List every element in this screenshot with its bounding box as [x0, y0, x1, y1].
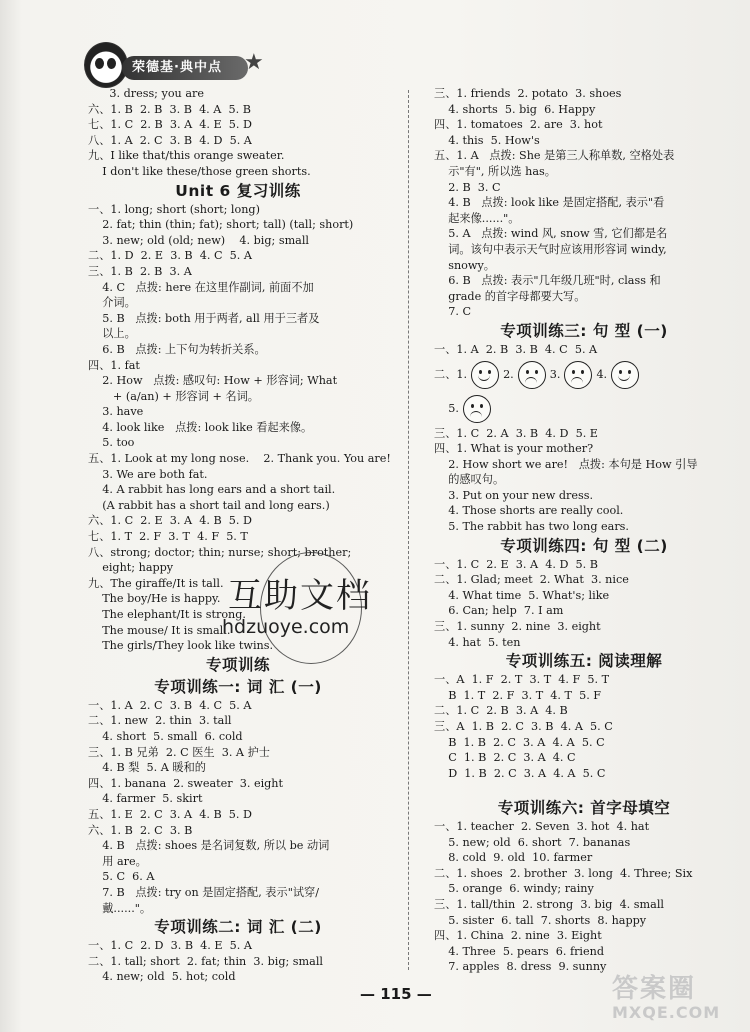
answer-line: 4. Those shorts are really cool.: [434, 504, 624, 518]
smiley-face-icon: [471, 361, 499, 389]
answer-line: 5. sister 6. tall 7. shorts 8. happy: [434, 913, 647, 927]
answer-line: 4. What time 5. What's; like: [434, 588, 610, 602]
corner-watermark-top: 答案圈: [612, 974, 697, 1004]
answer-line: The girls/They look like twins.: [88, 639, 274, 653]
answer-line: eight; happy: [88, 561, 174, 575]
answer-line: 4. new; old 5. hot; cold: [88, 970, 236, 984]
handwritten-watermark: [220, 560, 400, 670]
face-answer-row: [434, 358, 734, 392]
answer-line: 5. new; old 6. short 7. bananas: [434, 835, 631, 849]
answer-line: 七、1. C 2. B 3. A 4. E 5. D: [88, 118, 252, 132]
answer-line: 3. Put on your new dress.: [434, 488, 594, 502]
answer-line: 4. farmer 5. skirt: [88, 792, 203, 806]
answer-line: 4. this 5. How's: [434, 133, 540, 147]
corner-watermark: [612, 968, 720, 1022]
section-heading: Unit 6 复习训练: [175, 181, 301, 200]
answer-label: 4.: [596, 367, 608, 381]
answer-line: 一、1. A 2. B 3. B 4. C 5. A: [434, 342, 598, 356]
answer-line: 6. B 点拨: 上下句为转折关系。: [88, 342, 266, 356]
star-icon: ★: [244, 50, 264, 75]
answer-line: C 1. B 2. C 3. A 4. C: [434, 751, 576, 765]
answer-line: 4. Three 5. pears 6. friend: [434, 944, 604, 958]
answer-line: 五、1. A 点拨: She 是第三人称单数, 空格处表: [434, 149, 675, 163]
answer-line: 三、1. B 2. B 3. A: [88, 264, 192, 278]
face-answer-row: [434, 392, 734, 426]
spacer: [434, 781, 734, 797]
section-heading: 专项训练二: 词 汇 (二): [154, 918, 322, 937]
right-column: [434, 86, 734, 975]
answer-line: 戴......"。: [88, 901, 152, 915]
sad-face-icon: [518, 361, 546, 389]
sad-face-icon: [564, 361, 592, 389]
answer-line: 7. C: [434, 305, 472, 319]
section-heading: 专项训练四: 句 型 (二): [500, 536, 668, 555]
answer-line: 二、1. shoes 2. brother 3. long 4. Three; Six: [434, 866, 693, 880]
left-column: [88, 86, 391, 985]
answer-line: 5. B 点拨: both 用于两者, all 用于三者及: [88, 311, 320, 325]
answer-line: The elephant/It is strong.: [88, 608, 246, 621]
answer-line: 三、1. C 2. A 3. B 4. D 5. E: [434, 426, 598, 440]
corner-watermark-bottom: MXQE.COM: [612, 1003, 721, 1022]
answer-label: 二、1.: [434, 367, 468, 381]
answer-line: 以上。: [88, 327, 136, 341]
section-heading: 专项训练三: 句 型 (一): [500, 321, 668, 340]
answer-line: 二、1. C 2. B 3. A 4. B: [434, 704, 568, 718]
answer-line: + (a/an) + 形容词 + 名词。: [88, 389, 259, 403]
section-heading: 专项训练五: 阅读理解: [505, 652, 663, 671]
answer-line: 二、1. D 2. E 3. B 4. C 5. A: [88, 249, 252, 263]
answer-line: 2. B 3. C: [434, 180, 501, 194]
answer-line: snowy。: [434, 258, 495, 272]
answer-line: 5. orange 6. windy; rainy: [434, 882, 594, 896]
section-heading: 专项训练一: 词 汇 (一): [154, 677, 322, 696]
answer-line: 7. apples 8. dress 9. sunny: [434, 960, 607, 974]
answer-line: 九、I like that/this orange sweater.: [88, 149, 285, 163]
watermark-url-text: hdzuoye.com: [222, 616, 350, 638]
answer-line: 3. We are both fat.: [88, 467, 208, 481]
answer-line: 二、1. Glad; meet 2. What 3. nice: [434, 573, 629, 587]
answer-line: 四、1. tomatoes 2. are 3. hot: [434, 118, 603, 132]
page-number: — 115 —: [360, 985, 432, 1003]
answer-line: 3. new; old (old; new) 4. big; small: [88, 233, 310, 247]
answer-line: 4. C 点拨: here 在这里作副词, 前面不加: [88, 280, 314, 294]
answer-line: 五、1. E 2. C 3. A 4. B 5. D: [88, 807, 252, 821]
answer-line: 六、1. B 2. C 3. B: [88, 823, 193, 837]
answer-line: 6. Can; help 7. I am: [434, 604, 564, 618]
answer-line: 5. C 6. A: [88, 870, 155, 884]
answer-line: 一、1. C 2. D 3. B 4. E 5. A: [88, 939, 252, 953]
answer-line: 六、1. C 2. E 3. A 4. B 5. D: [88, 514, 252, 528]
answer-line: 八、strong; doctor; thin; nurse; short; brother;: [88, 545, 352, 559]
sad-face-icon: [463, 395, 491, 423]
answer-line: 4. A rabbit has long ears and a short tail.: [88, 483, 336, 497]
answer-line: 三、1. friends 2. potato 3. shoes: [434, 87, 622, 100]
answer-line: 三、1. tall/thin 2. strong 3. big 4. small: [434, 897, 664, 911]
answer-line: 示"有", 所以选 has。: [434, 164, 556, 178]
answer-label: 2.: [503, 367, 514, 381]
answer-line: 4. short 5. small 6. cold: [88, 729, 243, 743]
answer-line: B 1. B 2. C 3. A 4. A 5. C: [434, 735, 605, 749]
answer-line: 词。该句中表示天气时应该用形容词 windy,: [434, 242, 667, 256]
answer-line: 六、1. B 2. B 3. B 4. A 5. B: [88, 102, 251, 116]
answer-line: 2. fat; thin (thin; fat); short; tall) (tall; short): [88, 218, 354, 232]
section-heading: 专项训练: [205, 655, 270, 674]
answer-line: 3. have: [88, 405, 144, 419]
answer-line: 二、1. tall; short 2. fat; thin 3. big; small: [88, 954, 323, 968]
logo-banner: 荣德基·典中点: [122, 56, 248, 80]
answer-line: 4. B 点拨: look like 是固定搭配, 表示"看: [434, 196, 665, 210]
answer-line: 三、1. B 兄弟 2. C 医生 3. A 护士: [88, 745, 270, 759]
answer-line: 5. A 点拨: wind 风, snow 雪, 它们都是名: [434, 227, 668, 241]
publisher-logo: [84, 42, 264, 88]
answer-line: 4. look like 点拨: look like 看起来像。: [88, 420, 313, 434]
answer-line: B 1. T 2. F 3. T 4. T 5. F: [434, 688, 602, 702]
answer-label: 3.: [549, 367, 561, 381]
answer-line: I don't like these/those green shorts.: [88, 164, 311, 178]
answer-line: 七、1. T 2. F 3. T 4. F 5. T: [88, 530, 248, 544]
answer-line: (A rabbit has a short tail and long ears.): [88, 498, 330, 512]
answer-line: 二、1. new 2. thin 3. tall: [88, 714, 232, 728]
answer-label: 5.: [434, 401, 459, 415]
column-divider: [408, 90, 410, 970]
answer-line: 起来像......"。: [434, 211, 520, 225]
answer-line: 四、1. banana 2. sweater 3. eight: [88, 776, 284, 790]
answer-line: 3. dress; you are: [88, 87, 204, 100]
answer-line: 5. too: [88, 436, 135, 450]
answer-line: 五、1. Look at my long nose. 2. Thank you. You are!: [88, 452, 391, 466]
answer-line: grade 的首字母都要大写。: [434, 289, 586, 303]
answer-line: 7. B 点拨: try on 是固定搭配, 表示"试穿/: [88, 885, 319, 899]
answer-line: 三、1. sunny 2. nine 3. eight: [434, 620, 601, 634]
answer-line: 一、A 1. F 2. T 3. T 4. F 5. T: [434, 673, 610, 687]
answer-line: 一、1. long; short (short; long): [88, 202, 260, 216]
answer-line: The mouse/ It is small.: [88, 623, 231, 637]
answer-line: 8. cold 9. old 10. farmer: [434, 851, 593, 865]
answer-line: 2. How short we are! 点拨: 本句是 How 引导: [434, 457, 698, 471]
answer-line: 一、1. teacher 2. Seven 3. hot 4. hat: [434, 819, 650, 833]
answer-line: D 1. B 2. C 3. A 4. A 5. C: [434, 766, 606, 780]
answer-line: 介词。: [88, 296, 136, 310]
answer-line: 用 are。: [88, 854, 147, 868]
answer-line: 4. hat 5. ten: [434, 635, 521, 649]
answer-line: 一、1. A 2. C 3. B 4. C 5. A: [88, 698, 252, 712]
answer-line: 2. How 点拨: 感叹句: How + 形容词; What: [88, 374, 338, 388]
answer-line: 5. The rabbit has two long ears.: [434, 520, 629, 534]
answer-line: 一、1. C 2. E 3. A 4. D 5. B: [434, 557, 598, 571]
answer-line: 四、1. fat: [88, 358, 140, 372]
answer-line: 的感叹句。: [434, 473, 505, 487]
answer-line: 九、The giraffe/It is tall.: [88, 576, 224, 590]
answer-line: 4. B 梨 5. A 暖和的: [88, 761, 206, 775]
section-heading: 专项训练六: 首字母填空: [497, 798, 671, 817]
answer-line: 八、1. A 2. C 3. B 4. D 5. A: [88, 133, 252, 147]
watermark-cn-text: 互助文档: [228, 576, 372, 616]
answer-line: 6. B 点拨: 表示"几年级几班"时, class 和: [434, 274, 661, 288]
smiley-face-icon: [611, 361, 639, 389]
answer-line: 4. B 点拨: shoes 是名词复数, 所以 be 动词: [88, 839, 330, 853]
answer-line: 三、A 1. B 2. C 3. B 4. A 5. C: [434, 720, 613, 733]
answer-line: 四、1. What is your mother?: [434, 442, 594, 456]
answer-line: 4. shorts 5. big 6. Happy: [434, 102, 596, 116]
answer-line: The boy/He is happy.: [88, 592, 221, 606]
answer-line: 四、1. China 2. nine 3. Eight: [434, 929, 602, 943]
